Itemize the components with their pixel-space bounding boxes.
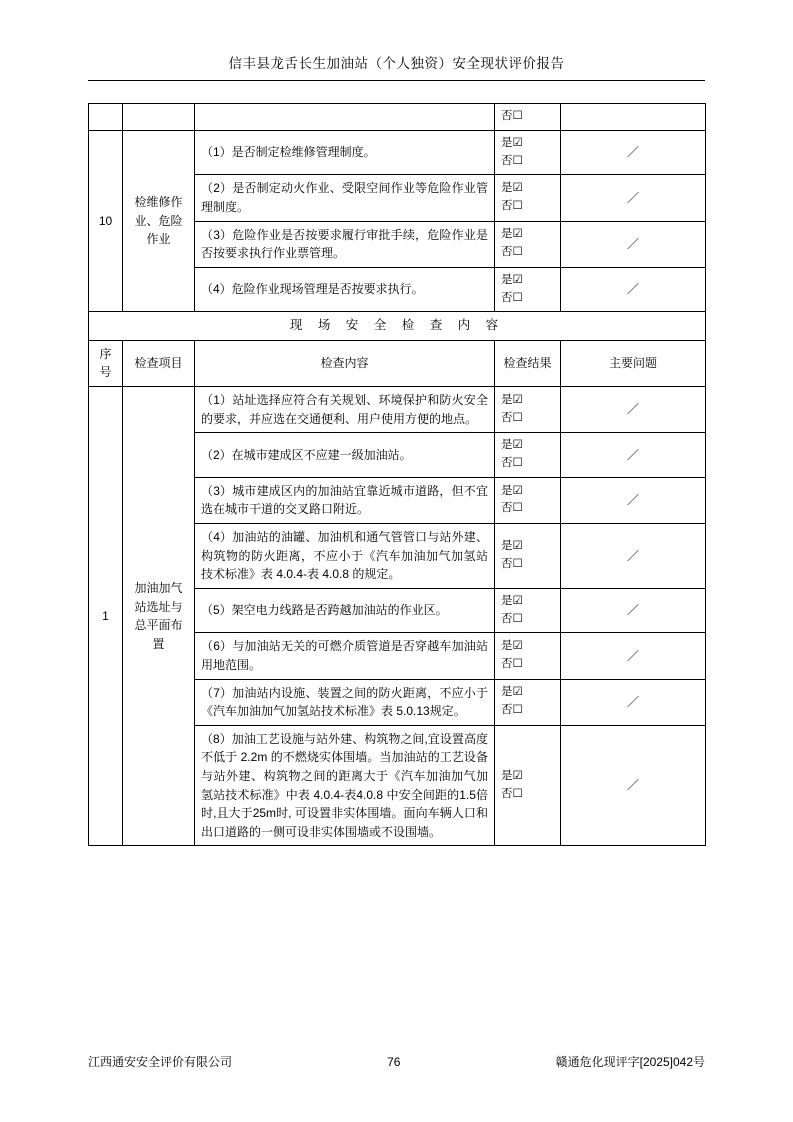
- checkbox-yes[interactable]: 是☑: [501, 182, 523, 195]
- cell-content: （8）加油工艺设施与站外建、构筑物之间,宜设置高度不低于 2.2m 的不燃烧实体围墙。当加油站的工艺设备与站外建、构筑物之间的距离大于《汽车加油加气加氢站技术标准》中表 4.0.4-表4.0.8 中安全间距的1.5倍时,且大于25m时, 可设置非实体围墙。面向车辆人口和出口道路的一侧可设非实体围墙或不设围墙。: [195, 725, 495, 846]
- checkbox-yes[interactable]: 是☑: [501, 769, 523, 782]
- cell-result: [495, 175, 561, 221]
- footer-company: 江西通安安全评价有限公司: [88, 1055, 233, 1069]
- cell-result: [495, 221, 561, 267]
- cell-result: [495, 104, 561, 131]
- row-number-1: 1: [89, 387, 123, 846]
- inspection-item-1: 加油加气站选址与总平面布置: [123, 387, 195, 846]
- cell-problem: ／: [561, 221, 706, 267]
- cell-result: [495, 130, 561, 175]
- cell-result: [495, 524, 561, 589]
- table-row: [89, 104, 706, 131]
- checkbox-yes[interactable]: 是☑: [501, 136, 523, 149]
- checkbox-no[interactable]: 否☐: [501, 704, 523, 717]
- cell-problem: ／: [561, 130, 706, 175]
- checkbox-no[interactable]: 否☐: [501, 457, 523, 469]
- column-header-result: 检查结果: [495, 340, 561, 386]
- column-header-content: 检查内容: [195, 340, 495, 386]
- checkbox-yes[interactable]: 是☑: [501, 484, 523, 497]
- checkbox-yes[interactable]: 是☑: [501, 686, 523, 699]
- cell-content: （7）加油站内设施、装置之间的防火距离，不应小于《汽车加油加气加氢站技术标准》表 5.0.13规定。: [195, 679, 495, 725]
- cell-problem: ／: [561, 725, 706, 846]
- cell-content: （2）是否制定动火作业、受限空间作业等危险作业管理制度。: [195, 175, 495, 221]
- checkbox-no[interactable]: 否☐: [501, 291, 523, 304]
- cell-content: （2）在城市建成区不应建一级加油站。: [195, 433, 495, 478]
- table-header-row: [89, 340, 706, 386]
- row-number-10: 10: [89, 130, 123, 312]
- checkbox-no[interactable]: 否☐: [501, 200, 523, 213]
- checkbox-yes[interactable]: 是☑: [501, 393, 523, 406]
- cell-result: [495, 725, 561, 846]
- cell-content: （3）城市建成区内的加油站宜靠近城市道路，但不宜选在城市干道的交叉路口附近。: [195, 477, 495, 523]
- checkbox-no[interactable]: 否☐: [501, 787, 523, 800]
- cell-problem: ／: [561, 387, 706, 433]
- section-band-title: 现 场 安 全 检 查 内 容: [89, 312, 706, 340]
- cell-problem: ／: [561, 588, 706, 633]
- checkbox-no[interactable]: 否☐: [501, 154, 523, 167]
- checkbox-no[interactable]: 否☐: [501, 411, 523, 424]
- cell-result: [495, 267, 561, 312]
- checkbox-yes[interactable]: 是☑: [501, 594, 523, 607]
- checkbox-no[interactable]: 否☐: [501, 502, 523, 515]
- cell-no: [89, 104, 123, 131]
- cell-content: （1）站址选择应符合有关规划、环境保护和防火安全的要求，并应选在交通便利、用户使用方便的地点。: [195, 387, 495, 433]
- checkbox-no[interactable]: 否☐: [501, 557, 523, 570]
- cell-result: [495, 387, 561, 433]
- cell-result: [495, 633, 561, 679]
- cell-content: （3）危险作业是否按要求履行审批手续，危险作业是否按要求执行作业票管理。: [195, 221, 495, 267]
- checkbox-yes[interactable]: 是☑: [501, 540, 523, 553]
- cell-result: [495, 433, 561, 478]
- column-header-problem: 主要问题: [561, 340, 706, 386]
- cell-problem: ／: [561, 267, 706, 312]
- inspection-item-10: 检维修作业、危险作业: [123, 130, 195, 312]
- column-header-no: 序号: [89, 340, 123, 386]
- cell-content: （4）加油站的油罐、加油机和通气管管口与站外建、构筑物的防火距离，不应小于《汽车加油加气加氢站技术标准》表 4.0.4-表 4.0.8 的规定。: [195, 524, 495, 589]
- table-row: [89, 130, 706, 175]
- cell-problem: ／: [561, 633, 706, 679]
- checkbox-no[interactable]: 否☐: [501, 246, 523, 259]
- cell-result: [495, 477, 561, 523]
- cell-result: [495, 588, 561, 633]
- cell-content: （6）与加油站无关的可燃介质管道是否穿越车加油站用地范围。: [195, 633, 495, 679]
- cell-content: （1）是否制定检维修管理制度。: [195, 130, 495, 175]
- cell-result: [495, 679, 561, 725]
- inspection-table: [88, 103, 706, 846]
- table-row: [89, 387, 706, 433]
- checkbox-no[interactable]: 否☐: [501, 110, 523, 122]
- footer-page-number: 76: [387, 1055, 401, 1069]
- table-row: [89, 312, 706, 340]
- cell-item: [123, 104, 195, 131]
- cell-content: （4）危险作业现场管理是否按要求执行。: [195, 267, 495, 312]
- cell-problem: ／: [561, 524, 706, 589]
- footer-doc-number: 赣通危化现评字[2025]042号: [555, 1055, 705, 1069]
- page-footer: [88, 1053, 705, 1070]
- cell-problem: [561, 104, 706, 131]
- page-header: 信丰县龙舌长生加油站（个人独资）安全现状评价报告: [88, 52, 705, 81]
- checkbox-yes[interactable]: 是☑: [501, 640, 523, 653]
- cell-problem: ／: [561, 477, 706, 523]
- checkbox-yes[interactable]: 是☑: [501, 439, 523, 452]
- cell-problem: ／: [561, 175, 706, 221]
- column-header-item: 检查项目: [123, 340, 195, 386]
- cell-problem: ／: [561, 433, 706, 478]
- cell-problem: ／: [561, 679, 706, 725]
- cell-content: [195, 104, 495, 131]
- checkbox-no[interactable]: 否☐: [501, 658, 523, 670]
- checkbox-yes[interactable]: 是☑: [501, 228, 523, 241]
- cell-content: （5）架空电力线路是否跨越加油站的作业区。: [195, 588, 495, 633]
- checkbox-no[interactable]: 否☐: [501, 612, 523, 625]
- checkbox-yes[interactable]: 是☑: [501, 273, 523, 286]
